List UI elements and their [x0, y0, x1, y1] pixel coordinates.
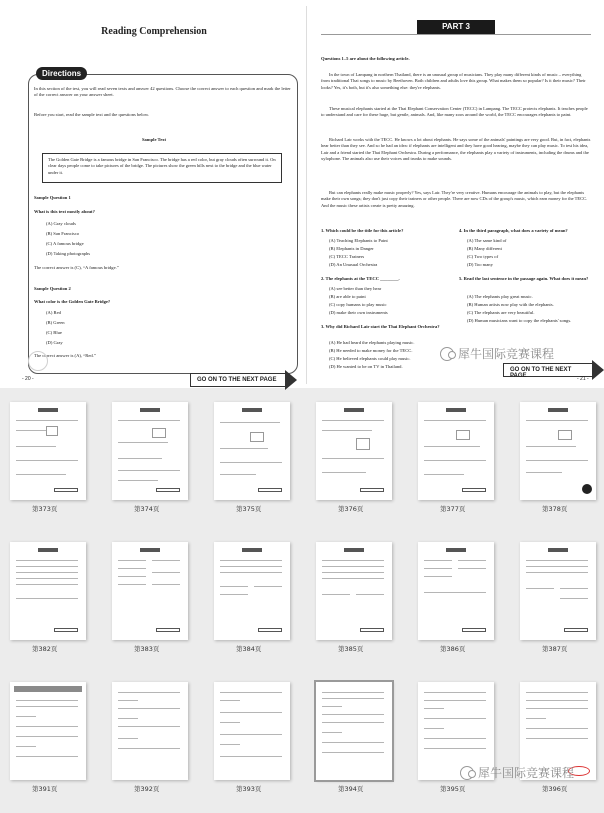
- page-number: - 21 -: [577, 376, 589, 382]
- question-option: (A) He had heard the elephants playing music.: [329, 340, 415, 345]
- q2-option: (A) Red: [46, 310, 61, 315]
- question-option: (B) He needed to make money for the TECC.: [329, 348, 413, 353]
- go-on-next-page-banner: GO ON TO THE NEXT PAGE: [503, 363, 593, 377]
- thumbnail-label: 第377页: [440, 505, 466, 513]
- question-option: (D) make their own instruments: [329, 310, 388, 315]
- sample-text-label: Sample Text: [141, 137, 167, 142]
- page-thumbnail[interactable]: [520, 402, 596, 500]
- page-thumbnail[interactable]: [418, 542, 494, 640]
- thumbnail-label: 第387页: [542, 645, 568, 653]
- question-option: (B) Elephants in Danger: [329, 246, 374, 251]
- left-page: [6, 6, 302, 384]
- q2-answer: The correct answer is (A), “Red.”: [34, 353, 96, 358]
- question-option: (D) An Unusual Orchestra: [329, 262, 378, 267]
- article-intro: Questions 1–5 are about the following article.: [321, 56, 410, 61]
- watermark-text: 犀牛国际竞赛课程: [458, 347, 555, 361]
- page-thumbnail[interactable]: [418, 402, 494, 500]
- thumbnail-label: 第375页: [236, 505, 262, 513]
- q1-option: (A) Gray clouds: [46, 221, 76, 226]
- question-4: 4. In the third paragraph, what does a variety of mean?: [459, 228, 568, 233]
- page-thumbnail[interactable]: [10, 682, 86, 780]
- question-option: (C) copy humans to play music: [329, 302, 387, 307]
- question-option: (A) Teaching Elephants to Paint: [329, 238, 388, 243]
- page-thumbnail[interactable]: [112, 402, 188, 500]
- page-thumbnail[interactable]: [214, 402, 290, 500]
- page-thumbnail[interactable]: [316, 542, 392, 640]
- question-option: (C) The elephants are very beautiful.: [467, 310, 535, 315]
- thumbnail-label: 第378页: [542, 505, 568, 513]
- page-thumbnail[interactable]: [214, 542, 290, 640]
- page-thumbnail-grid: [0, 392, 604, 813]
- seal-stamp: [28, 351, 48, 371]
- part-heading: PART 3: [417, 20, 495, 34]
- wechat-icon: [440, 347, 454, 361]
- book-spread: [0, 0, 604, 388]
- q2-option: (C) Blue: [46, 330, 62, 335]
- page-thumbnail[interactable]: [112, 682, 188, 780]
- q1-option: (B) San Francisco: [46, 231, 80, 236]
- article-paragraph: In the town of Lampang in northern Thailand, there is an unusual group of musicians. They play many different kinds of music – everything from traditional Thai songs to music by Beethoven. Both children and adults love this group. What makes them so popular? Is it their music? Their looks? Yes, it's both, but it's also something else: they're elephants.: [321, 72, 586, 90]
- question-1: 1. Which could be the title for this article?: [321, 228, 404, 233]
- thumbnail-label: 第383页: [134, 645, 160, 653]
- before-text: Before you start, read the sample text and the questions below.: [34, 112, 150, 117]
- watermark: [460, 764, 574, 781]
- wechat-icon: [460, 766, 474, 780]
- thumbnail-label: 第376页: [338, 505, 364, 513]
- badge-icon: [582, 484, 592, 494]
- q1-option: (C) A famous bridge: [46, 241, 84, 246]
- page-number: - 20 -: [22, 376, 34, 382]
- thumbnail-label: 第395页: [440, 785, 466, 793]
- right-page: [306, 6, 602, 384]
- question-5: 5. Read the last sentence in the passage again. What does it mean?: [459, 276, 589, 281]
- question-option: (D) He wanted to be on TV in Thailand.: [329, 364, 403, 369]
- page-thumbnail[interactable]: [10, 542, 86, 640]
- go-on-next-page-banner: GO ON TO THE NEXT PAGE: [190, 373, 286, 387]
- thumbnail-label: 第391页: [32, 785, 58, 793]
- article-paragraph: But can elephants really make music properly? Yes, says Lair. They're very creative. Humans encourage the animals to play, but the elephants make their own songs; they don't just copy their trainers or other people. There are now CDs of the group's music, which earn money for the TECC. And the music these artists create is pretty amazing.: [321, 190, 588, 208]
- divider: [321, 34, 591, 35]
- question-option: (A) The same kind of: [467, 238, 507, 243]
- thumbnail-label: 第384页: [236, 645, 262, 653]
- question-option: (C) Two types of: [467, 254, 499, 259]
- thumbnail-label: 第374页: [134, 505, 160, 513]
- sample-text-box: The Golden Gate Bridge is a famous bridge in San Francisco. The bridge has a red color, but gray clouds often surround it. On clear days people come to take pictures of the bridge. The pictures show the green hills next to the bridge and the blue water under it.: [42, 153, 282, 183]
- q1-answer: The correct answer is (C), “A famous bridge.”: [34, 265, 119, 270]
- thumbnail-label: 第392页: [134, 785, 160, 793]
- page-thumbnail[interactable]: [316, 402, 392, 500]
- page-title: Reading Comprehension: [101, 26, 207, 37]
- q2-option: (D) Gray: [46, 340, 63, 345]
- directions-text: In this section of the test, you will read seven texts and answer 42 questions. Choose the correct answer to each question and mark the letter of the correct answer on your answer sheet.: [34, 86, 291, 98]
- question-option: (C) TECC Trainers: [329, 254, 365, 259]
- question-option: (B) Human artists now play with the elephants.: [467, 302, 554, 307]
- question-option: (C) He believed elephants could play music.: [329, 356, 411, 361]
- question-3: 3. Why did Richard Lair start the Thai Elephant Orchestra?: [321, 324, 440, 329]
- page-thumbnail-selected[interactable]: [316, 682, 392, 780]
- watermark: [440, 345, 554, 362]
- question-option: (A) see better than they hear: [329, 286, 382, 291]
- thumbnail-label: 第396页: [542, 785, 568, 793]
- thumbnail-label: 第385页: [338, 645, 364, 653]
- directions-label: Directions: [36, 67, 87, 80]
- page-thumbnail[interactable]: [112, 542, 188, 640]
- thumbnail-label: 第373页: [32, 505, 58, 513]
- question-option: (D) Human musicians want to copy the elephants' songs.: [467, 318, 572, 323]
- page-thumbnail[interactable]: [10, 402, 86, 500]
- article-paragraph: These musical elephants started at the Thai Elephant Conservation Center (TECC) in Lampang. The TECC protects elephants. It teaches people to understand and care for these huge, but gentle, animals. And, like many zoos around the world, the TECC encourages elephants to paint.: [321, 106, 588, 118]
- thumbnail-label: 第393页: [236, 785, 262, 793]
- question-option: (B) are able to paint: [329, 294, 366, 299]
- question-option: (D) Too many: [467, 262, 493, 267]
- thumbnail-label: 第386页: [440, 645, 466, 653]
- q2-option: (B) Green: [46, 320, 65, 325]
- question-option: (B) Many different: [467, 246, 502, 251]
- page-thumbnail[interactable]: [520, 542, 596, 640]
- page-thumbnail[interactable]: [214, 682, 290, 780]
- article-paragraph: Richard Lair works with the TECC. He knows a lot about elephants. He says some of the animals' paintings are very good. But, in fact, elephants hear better than they see. And so he had an idea: if elephants are intelligent and they have good hearing, maybe they can play music. To test his idea, Lair and a friend started the Thai Elephant Orchestra. During a performance, the elephants play a variety of instruments, including the drums and the xylophone. The animals also use their voices and trunks to make sounds.: [321, 137, 591, 161]
- sample-question-1-text: What is this text mostly about?: [34, 209, 95, 214]
- question-2: 2. The elephants at the TECC ________.: [321, 276, 400, 281]
- sample-question-2-label: Sample Question 2: [34, 286, 71, 291]
- thumbnail-label: 第382页: [32, 645, 58, 653]
- sample-question-2-text: What color is the Golden Gate Bridge?: [34, 299, 111, 304]
- question-option: (A) The elephants play great music.: [467, 294, 533, 299]
- thumbnail-label: 第394页: [338, 785, 364, 793]
- q1-option: (D) Taking photographs: [46, 251, 90, 256]
- sample-question-1-label: Sample Question 1: [34, 195, 71, 200]
- watermark-text: 犀牛国际竞赛课程: [478, 766, 575, 780]
